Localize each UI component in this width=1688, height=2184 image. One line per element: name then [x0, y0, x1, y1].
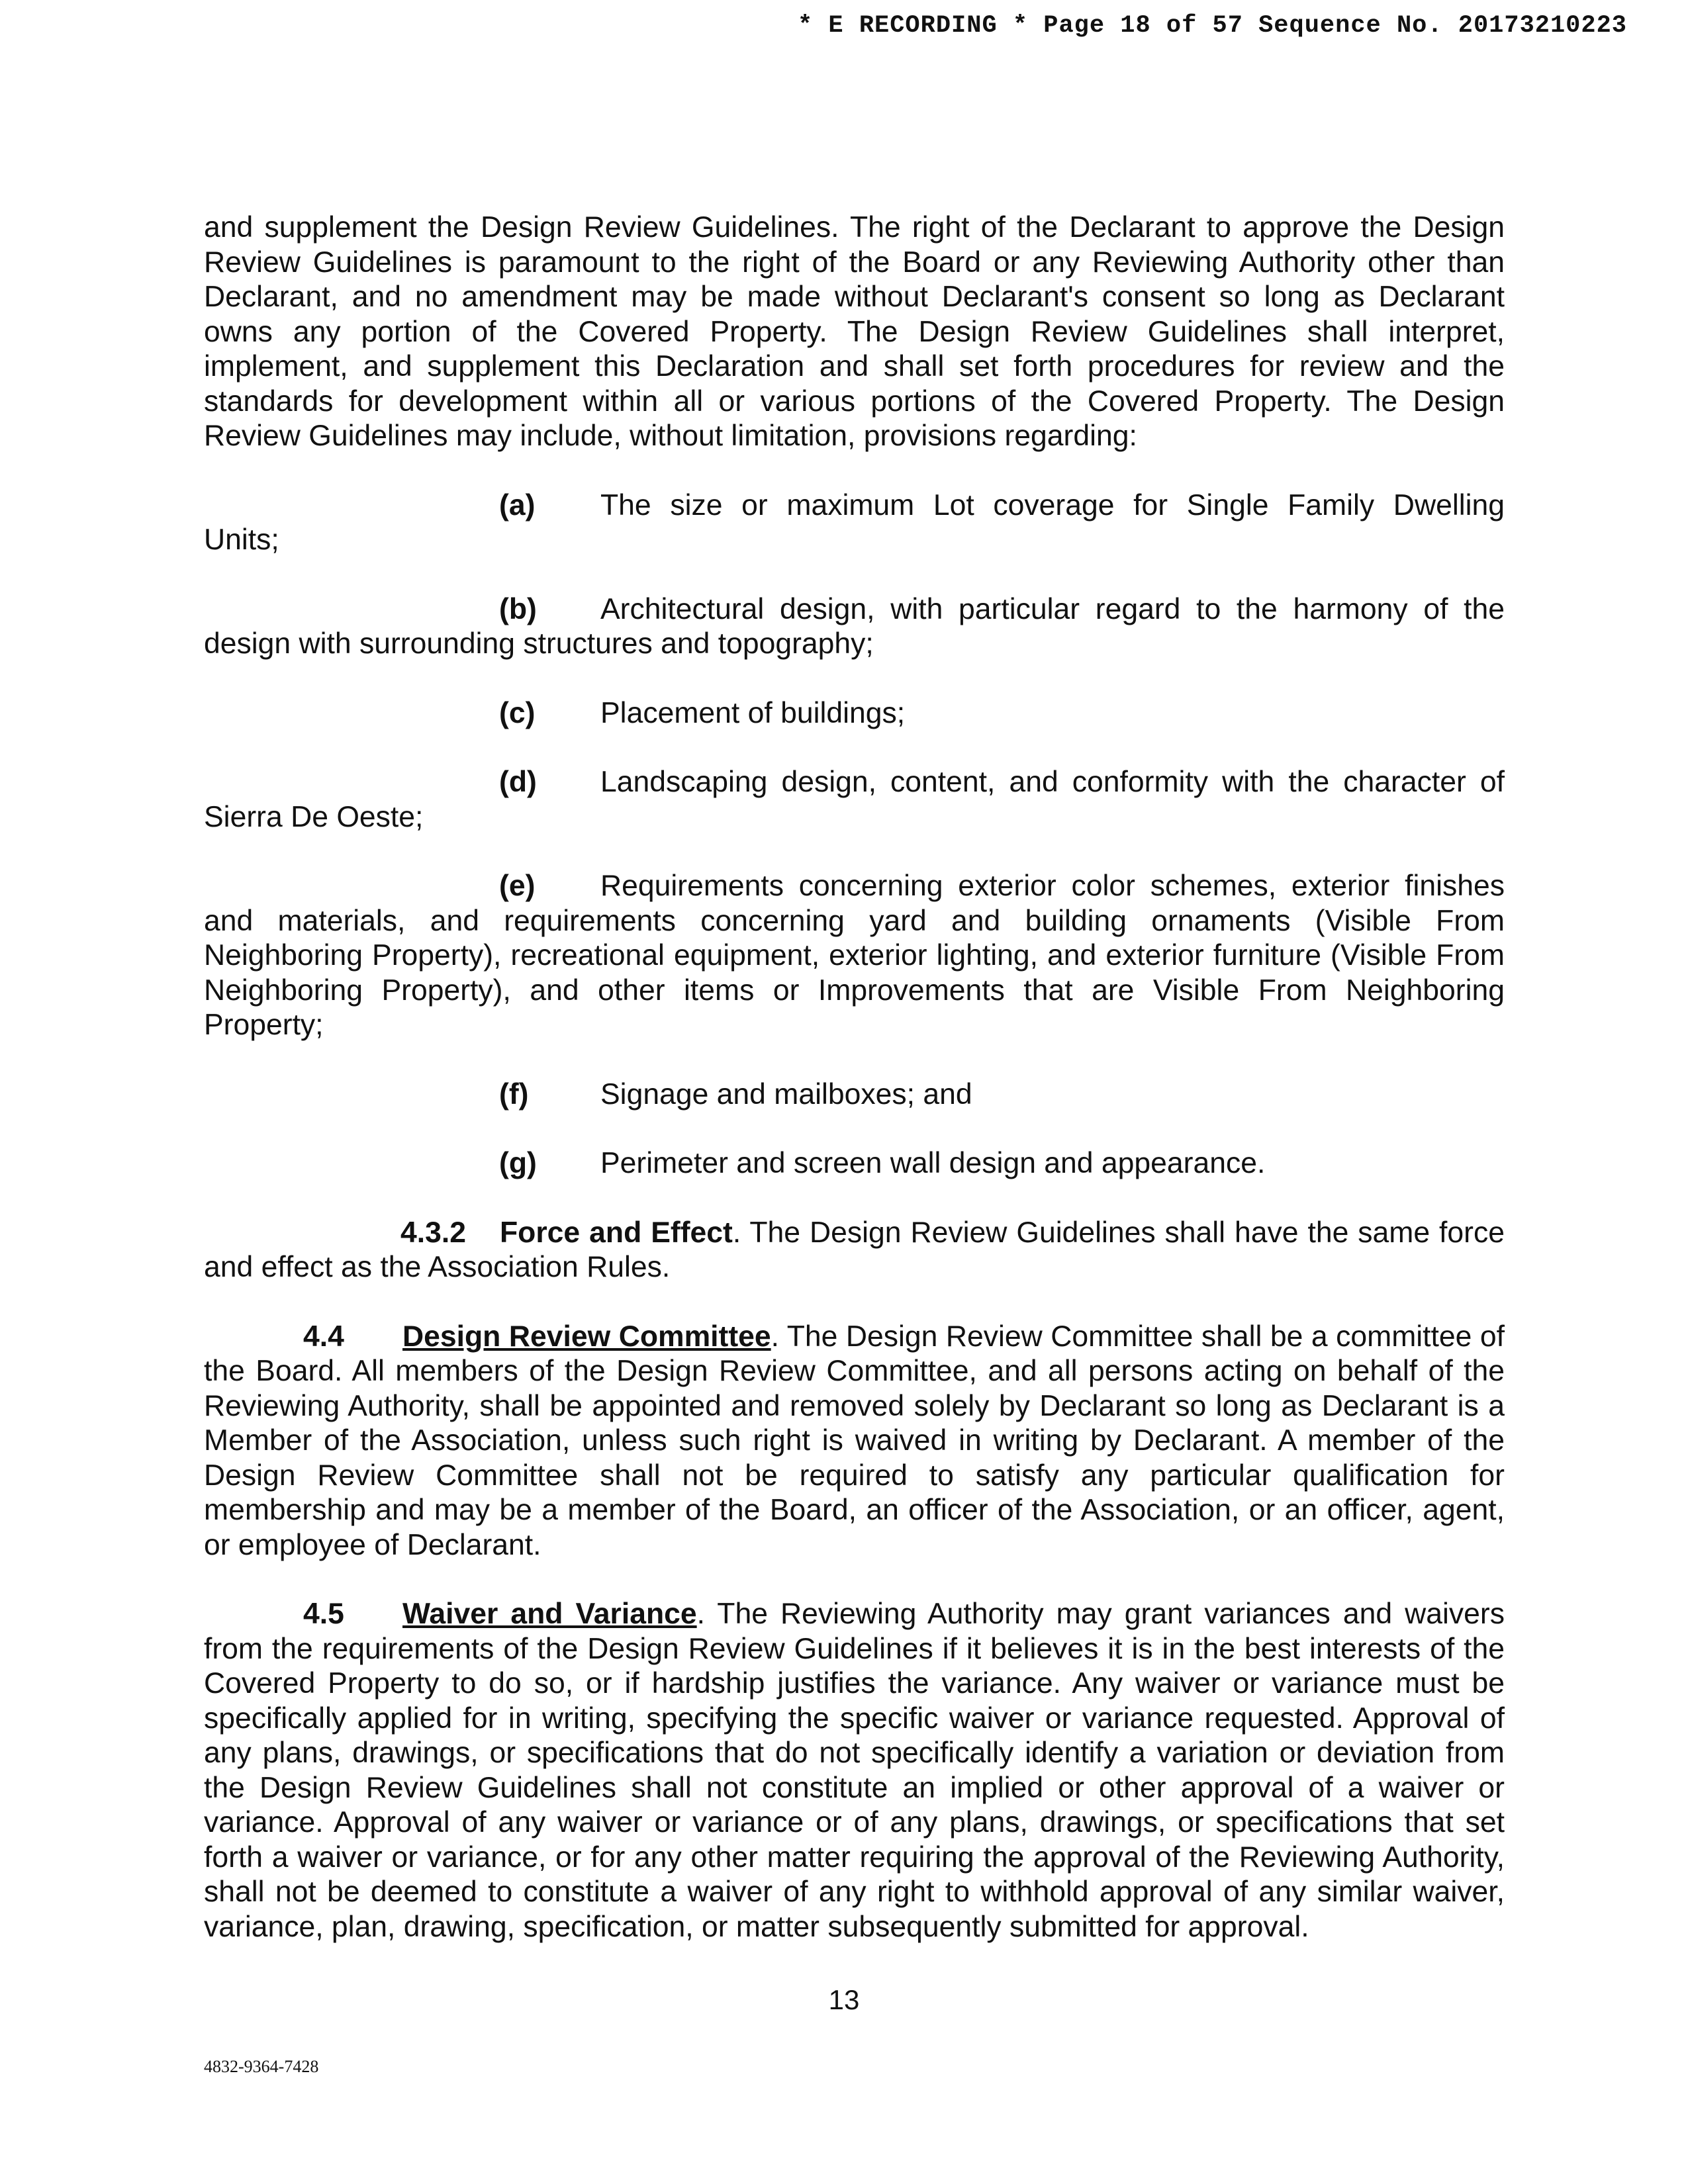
list-item-f — [204, 1077, 1505, 1113]
list-item-text: Architectural design, with particular regard to the harmony of the design with surrounding structures and topography; — [204, 592, 1505, 660]
list-item-label: (f) — [499, 1077, 529, 1111]
intro-paragraph: and supplement the Design Review Guidelines. The right of the Declarant to approve the Design Review Guidelines is paramount to the right of the Board or any Reviewing Authority other than Declarant, and no amendment may be made without Declarant's consent so long as Declarant owns any portion of the Covered Property. The Design Review Guidelines shall interpret, implement, and supplement this Declaration and shall set forth procedures for review and the standards for development within all or various portions of the Covered Property. The Design Review Guidelines may include, without limitation, provisions regarding: — [204, 211, 1505, 452]
section-number: 4.5 — [303, 1598, 344, 1630]
section-4-4 — [204, 1320, 1505, 1563]
subsection-number: 4.3.2 — [400, 1216, 466, 1249]
recording-header: * E RECORDING * Page 18 of 57 Sequence No. 20173210223 — [798, 12, 1627, 40]
list-item-g — [204, 1146, 1505, 1181]
list-item-label: (b) — [499, 592, 537, 625]
list-item-text: Perimeter and screen wall design and appearance. — [600, 1147, 1266, 1179]
section-number: 4.4 — [303, 1320, 344, 1353]
section-text: . The Design Review Committee shall be a committee of the Board. All members of the Design Review Committee, and all persons acting on behalf of the Reviewing Authority, shall be appointed and removed solely by Declarant so long as Declarant is a Member of the Association, unless such right is waived in writing by Declarant. A member of the Design Review Committee shall not be required to satisfy any particular qualification for membership and may be a member of the Board, an officer of the Association, or an officer, agent, or employee of Declarant. — [204, 1320, 1505, 1561]
list-item-label: (e) — [499, 870, 536, 902]
document-body — [204, 210, 1505, 1979]
section-text: . The Reviewing Authority may grant variances and waivers from the requirements of the Design Review Guidelines if it believes it is in the best interests of the Covered Property to do so, or if hardship justifies the variance. Any waiver or variance must be specifically applied for in writing, specifying the specific waiver or variance requested. Approval of any plans, drawings, or specifications that do not specifically identify a variation or deviation from the Design Review Guidelines shall not constitute an implied or other approval of a waiver or variance. Approval of any waiver or variance or of any plans, drawings, or specifications that set forth a waiver or variance, or for any other matter requiring the approval of the Reviewing Authority, shall not be deemed to constitute a waiver of any right to withhold approval of any similar waiver, variance, plan, drawing, specification, or matter subsequently submitted for approval. — [204, 1598, 1505, 1943]
list-item-e — [204, 869, 1505, 1043]
list-item-continuation: Units; — [204, 523, 279, 556]
list-item-a — [204, 488, 1505, 558]
list-item-d — [204, 765, 1505, 835]
list-item-c — [204, 696, 1505, 731]
section-heading: Waiver and Variance — [402, 1598, 697, 1630]
document-id: 4832-9364-7428 — [204, 2057, 319, 2076]
list-item-text: Requirements concerning exterior color schemes, exterior finishes and materials, and requirements concerning yard and building ornaments (Visible From Neighboring Property), recreational equipment, exterior lighting, and exterior furniture (Visible From Neighboring Property), and other items or Improvements that are Visible From Neighboring Property; — [204, 870, 1505, 1041]
section-heading: Design Review Committee — [402, 1320, 771, 1353]
list-item-label: (d) — [499, 766, 537, 798]
list-item-text: Landscaping design, content, and conformity with the character of — [600, 766, 1505, 798]
list-item-text: Placement of buildings; — [600, 696, 906, 729]
list-item-label: (a) — [499, 488, 536, 522]
list-item-label: (c) — [499, 696, 536, 729]
subsection-text: . The Design Review Guidelines shall have the same force and effect as the Association Rules. — [204, 1216, 1505, 1283]
subsection-4-3-2 — [204, 1216, 1505, 1285]
list-item-text: The size or maximum Lot coverage for Single Family Dwelling — [600, 488, 1505, 522]
subsection-heading: Force and Effect — [500, 1216, 733, 1249]
list-item-label: (g) — [499, 1147, 537, 1179]
list-item-b — [204, 592, 1505, 662]
list-item-text: Signage and mailboxes; and — [600, 1077, 972, 1111]
list-item-continuation: Sierra De Oeste; — [204, 800, 424, 833]
page-number: 13 — [828, 1984, 860, 2015]
section-4-5 — [204, 1597, 1505, 1944]
